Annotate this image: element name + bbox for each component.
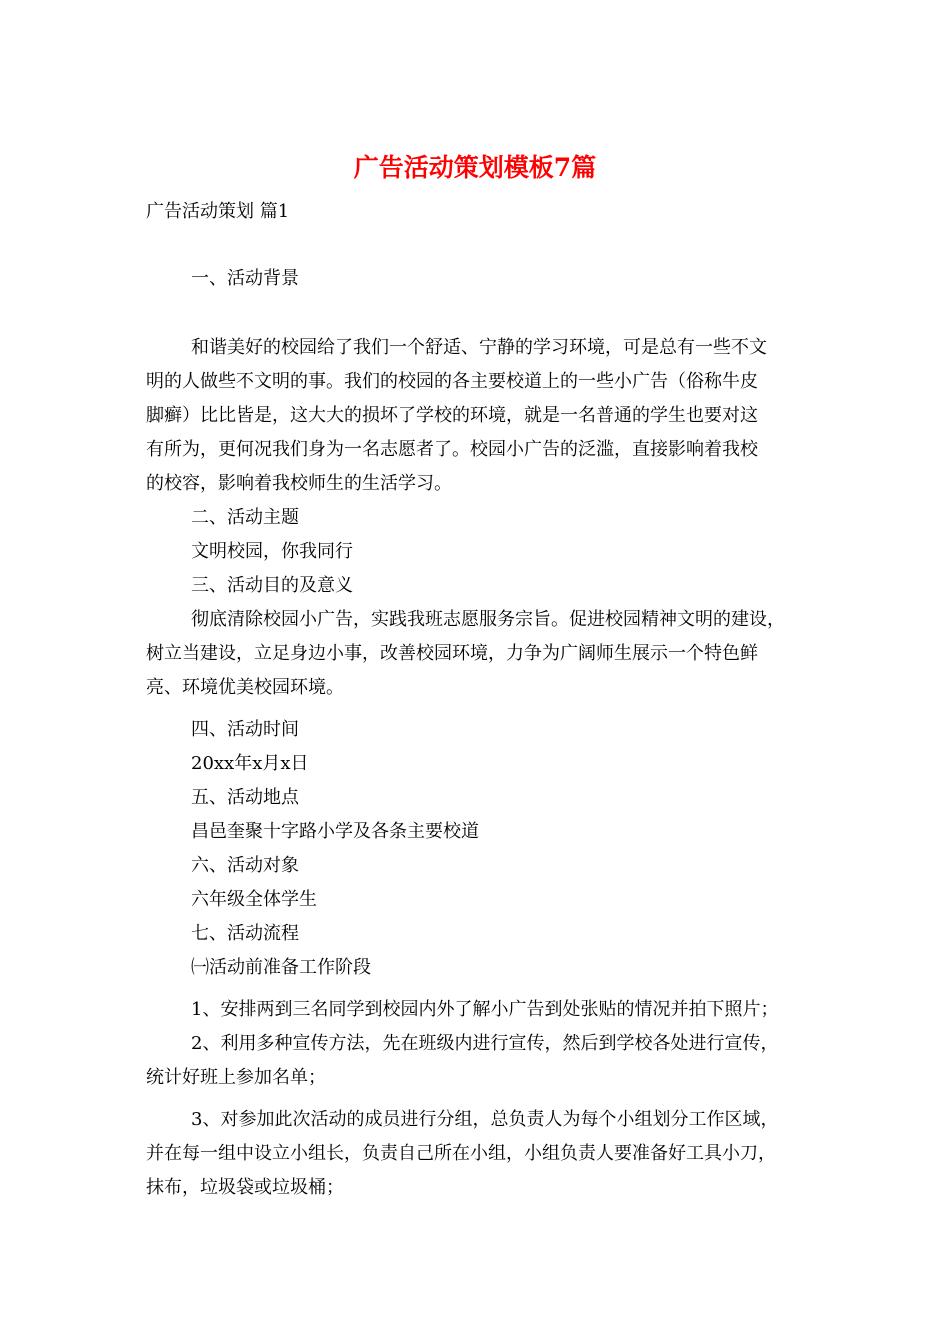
paragraph-line: 昌邑奎聚十字路小学及各条主要校道 [191, 821, 479, 842]
document-title: 广告活动策划模板7篇 [353, 153, 597, 182]
heading-audience: 六、活动对象 [191, 855, 299, 876]
heading-purpose: 三、活动目的及意义 [191, 575, 353, 596]
paragraph-line: 1、安排两到三名同学到校园内外了解小广告到处张贴的情况并拍下照片； [191, 999, 779, 1020]
paragraph-line: 有所为，更何况我们身为一名志愿者了。校园小广告的泛滥，直接影响着我校 [146, 439, 758, 460]
heading-theme: 二、活动主题 [191, 507, 299, 528]
heading-time: 四、活动时间 [191, 719, 299, 740]
paragraph-line: 文明校园，你我同行 [191, 541, 353, 562]
paragraph-line: 3、对参加此次活动的成员进行分组，总负责人为每个小组划分工作区域， [191, 1109, 779, 1130]
paragraph-line: 2、利用多种宣传方法，先在班级内进行宣传，然后到学校各处进行宣传， [191, 1033, 779, 1054]
paragraph-line: 并在每一组中设立小组长，负责自己所在小组，小组负责人要准备好工具小刀， [146, 1143, 776, 1164]
section-heading: 广告活动策划 篇1 [146, 201, 290, 222]
subheading-preparation: ㈠活动前准备工作阶段 [191, 957, 371, 978]
paragraph-line: 和谐美好的校园给了我们一个舒适、宁静的学习环境，可是总有一些不文 [191, 337, 767, 358]
paragraph-line: 统计好班上参加名单； [146, 1067, 326, 1088]
heading-background: 一、活动背景 [191, 268, 299, 289]
paragraph-line: 彻底清除校园小广告，实践我班志愿服务宗旨。促进校园精神文明的建设， [191, 609, 785, 630]
paragraph-line: 明的人做些不文明的事。我们的校园的各主要校道上的一些小广告（俗称牛皮 [146, 371, 758, 392]
paragraph-line: 的校容，影响着我校师生的生活学习。 [146, 473, 452, 494]
paragraph-line: 六年级全体学生 [191, 889, 317, 910]
paragraph-line: 亮、环境优美校园环境。 [146, 677, 344, 698]
paragraph-line: 20xx年x月x日 [191, 753, 309, 774]
paragraph-line: 抹布，垃圾袋或垃圾桶； [146, 1177, 344, 1198]
heading-location: 五、活动地点 [191, 787, 299, 808]
paragraph-line: 树立当建设，立足身边小事，改善校园环境，力争为广阔师生展示一个特色鲜 [146, 643, 758, 664]
paragraph-line: 脚癣）比比皆是，这大大的损坏了学校的环境，就是一名普通的学生也要对这 [146, 405, 758, 426]
heading-process: 七、活动流程 [191, 923, 299, 944]
